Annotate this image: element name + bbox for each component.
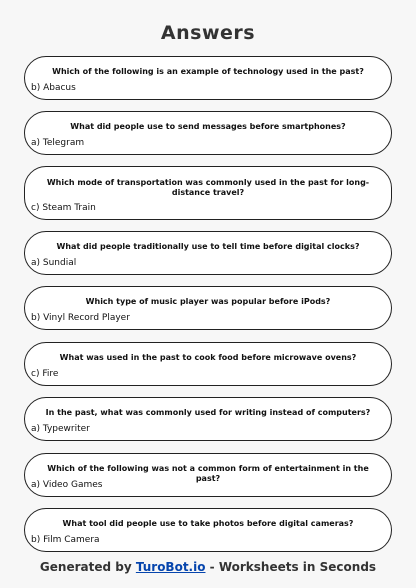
answer-card — [24, 508, 392, 552]
question-text: What did people use to send messages before smartphones? — [70, 122, 346, 131]
answer-card — [24, 231, 392, 275]
turobot-link[interactable]: TuroBot.io — [135, 560, 206, 574]
question-text: In the past, what was commonly used for writing instead of computers? — [45, 408, 371, 417]
page-title: Answers — [160, 22, 256, 44]
answer-text: c) Fire — [31, 369, 59, 379]
question-text: What was used in the past to cook food before microwave ovens? — [59, 353, 357, 362]
answer-card — [24, 166, 392, 220]
answer-text: a) Typewriter — [31, 424, 90, 434]
footer — [0, 560, 416, 574]
question-text: Which of the following is an example of technology used in the past? — [52, 67, 364, 76]
answer-text: b) Film Camera — [31, 535, 100, 545]
answer-card — [24, 56, 392, 100]
footer-suffix: - Worksheets in Seconds — [209, 560, 377, 574]
answer-card — [24, 453, 392, 497]
answer-card — [24, 111, 392, 155]
question-text: Which of the following was not a common form of entertainment in the past? — [47, 464, 369, 483]
answer-text: b) Vinyl Record Player — [31, 313, 130, 323]
question-text: Which mode of transportation was commonly used in the past for long-distance travel? — [46, 178, 370, 197]
answer-text: a) Telegram — [31, 138, 85, 148]
answer-text: c) Steam Train — [31, 203, 96, 213]
answer-card — [24, 286, 392, 330]
answer-text: a) Video Games — [31, 480, 103, 490]
footer-prefix: Generated by — [39, 560, 132, 574]
question-text: What tool did people use to take photos before digital cameras? — [62, 519, 354, 528]
question-text: Which type of music player was popular before iPods? — [85, 297, 331, 306]
answer-card — [24, 342, 392, 386]
answer-text: a) Sundial — [31, 258, 77, 268]
question-text: What did people traditionally use to tell time before digital clocks? — [56, 242, 360, 251]
answer-text: b) Abacus — [31, 83, 76, 93]
answer-card — [24, 397, 392, 441]
